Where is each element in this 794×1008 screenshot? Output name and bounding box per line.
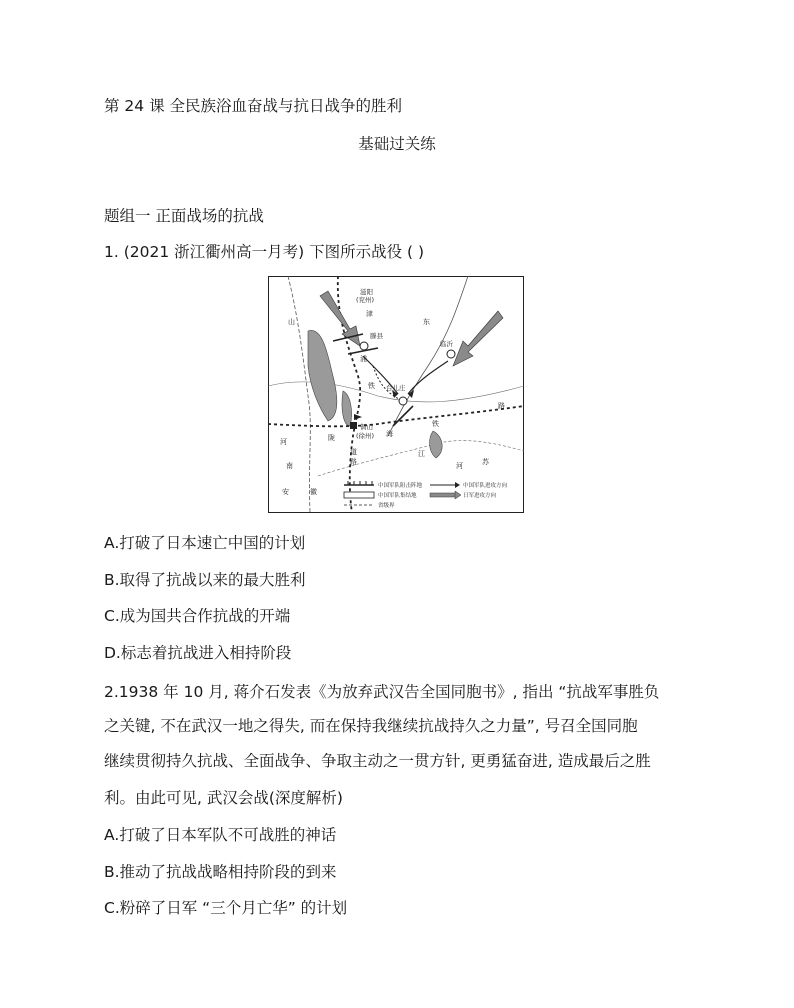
question-2-line-2: 之关键, 不在武汉一地之得失, 而在保持我继续抗战持久之力量”, 号召全国同胞 xyxy=(104,717,638,735)
region-label: 河 xyxy=(280,438,287,446)
battle-map-svg xyxy=(268,276,524,513)
region-label: 苏 xyxy=(482,458,489,466)
question-1-option-d: D.标志着抗战进入相持阶段 xyxy=(104,644,292,662)
taierzhuang-marker xyxy=(399,397,407,405)
question-1-option-c: C.成为国共合作抗战的开端 xyxy=(104,607,291,625)
question-1-option-b: B.取得了抗战以来的最大胜利 xyxy=(104,571,306,589)
question-1-stem: 1. (2021 浙江衢州高一月考) 下图所示战役 ( ) xyxy=(104,243,425,261)
rail-label: 津 xyxy=(366,310,373,318)
region-label: 南 xyxy=(286,462,293,470)
legend-item-4: 中国军队进攻方向 xyxy=(463,483,508,489)
legend-item-5: 日军进攻方向 xyxy=(463,493,497,499)
question-2-option-b: B.推动了抗战战略相持阶段的到来 xyxy=(104,863,337,881)
section-subtitle: 基础过关练 xyxy=(358,135,436,153)
label-yanzhou-paren: (兖州) xyxy=(356,296,375,304)
tengxian-marker xyxy=(360,342,368,350)
region-label: 东 xyxy=(423,318,430,326)
region-label: 徽 xyxy=(310,488,317,496)
battle-map xyxy=(268,276,524,513)
label-taierzhuang: 台儿庄 xyxy=(386,384,406,392)
rail-label: 海 xyxy=(386,430,393,438)
question-2-line-4: 利。由此可见, 武汉会战(深度解析) xyxy=(104,789,343,807)
rail-label: 道 xyxy=(350,448,357,456)
region-label: 江 xyxy=(418,450,425,458)
rail-label: 浦 xyxy=(360,355,367,363)
region-label: 河 xyxy=(456,462,463,470)
label-tongshan-paren: (徐州) xyxy=(356,432,375,440)
question-2-line-1: 2.1938 年 10 月, 蒋介石发表《为放弃武汉告全国同胞书》, 指出 “抗战军事胜负 xyxy=(104,683,660,701)
question-1-option-a: A.打破了日本速亡中国的计划 xyxy=(104,534,306,552)
label-linyi: 临沂 xyxy=(440,340,453,348)
question-2-option-a: A.打破了日本军队不可战胜的神话 xyxy=(104,826,337,844)
legend-item-1: 中国军队阻击阵地 xyxy=(378,483,423,489)
linyi-marker xyxy=(447,350,455,358)
label-tengxian: 滕县 xyxy=(370,332,383,340)
rail-label: 路 xyxy=(498,402,505,410)
question-2-line-3: 继续贯彻持久抗战、全面战争、争取主动之一贯方针, 更勇猛奋进, 造成最后之胜 xyxy=(104,752,651,770)
region-label: 安 xyxy=(282,488,289,496)
region-label: 山 xyxy=(288,318,295,326)
rail-label: 铁 xyxy=(432,420,439,428)
rail-label: 陇 xyxy=(328,434,335,442)
rail-label: 铁 xyxy=(368,382,375,390)
legend-item-3: 省级界 xyxy=(378,503,395,509)
tongshan-marker xyxy=(350,422,357,429)
lesson-title: 第 24 课 全民族浴血奋战与抗日战争的胜利 xyxy=(104,97,403,115)
question-group-heading: 题组一 正面战场的抗战 xyxy=(104,207,264,225)
legend-item-2: 中国军队集结地 xyxy=(378,493,417,499)
rail-label: 路 xyxy=(350,458,357,466)
label-tongshan: 铜山 xyxy=(360,423,373,431)
label-yanzhou: 滋阳 xyxy=(360,288,373,296)
question-2-option-c: C.粉碎了日军 “三个月亡华” 的计划 xyxy=(104,899,348,917)
